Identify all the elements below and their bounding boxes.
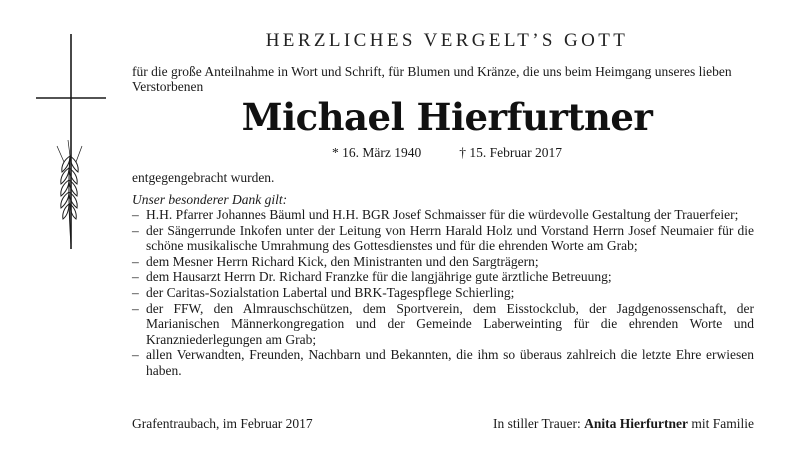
mourning-prefix: In stiller Trauer:: [493, 416, 581, 431]
mourning-name: Anita Hierfurtner: [584, 416, 688, 431]
life-dates: [132, 145, 762, 161]
deceased-name: Michael Hierfurtner: [241, 95, 653, 139]
thanks-heading: Unser besonderer Dank gilt:: [132, 192, 288, 207]
thanks-item: – dem Hausarzt Herrn Dr. Richard Franzke für die langjährige gute ärztliche Betreuung;: [132, 269, 754, 285]
intro-text: für die große Anteilnahme in Wort und Schrift, für Blumen und Kränze, die uns beim Heimgang unseres lieben Verstorbenen: [132, 64, 732, 94]
birth-date: * 16. März 1940: [332, 145, 422, 160]
mourning-signature: [493, 416, 754, 432]
death-date: † 15. Februar 2017: [459, 145, 562, 160]
mourning-suffix: mit Familie: [691, 416, 754, 431]
heading-title: HERZLICHES VERGELT’S GOTT: [265, 30, 629, 51]
thanks-item: – H.H. Pfarrer Johannes Bäuml und H.H. BGR Josef Schmaisser für die würdevolle Gestaltung der Trauerfeier;: [132, 207, 754, 223]
thanks-item: – allen Verwandten, Freunden, Nachbarn und Bekannten, die ihm so überaus zahlreich die letzte Ehre erwiesen haben.: [132, 347, 754, 378]
thanks-item: – der Caritas-Sozialstation Labertal und BRK-Tagespflege Schierling;: [132, 285, 754, 301]
place-and-date: Grafentraubach, im Februar 2017: [132, 416, 313, 431]
thanks-item: – der Sängerrunde Inkofen unter der Leitung von Herrn Harald Holz und Vorstand Herrn Josef Neumaier für die schöne musikalische Umrahmung des Gottesdienstes und für die ehrenden Worte am Grab;: [132, 223, 754, 254]
thanks-item: – der FFW, den Almrauschschützen, dem Sportverein, dem Eisstockclub, der Jagdgenossenschaft, der Marianischen Männerkongregation und der Gemeinde Laberweinting für die ehrenden Worte und Kranzniederlegungen am Grab;: [132, 301, 754, 348]
thanks-item: – dem Mesner Herrn Richard Kick, den Ministranten und den Sargträgern;: [132, 254, 754, 270]
closing-text: entgegengebracht wurden.: [132, 170, 275, 185]
thanks-list: [132, 207, 754, 379]
cross-with-wheat-icon: [30, 34, 112, 249]
